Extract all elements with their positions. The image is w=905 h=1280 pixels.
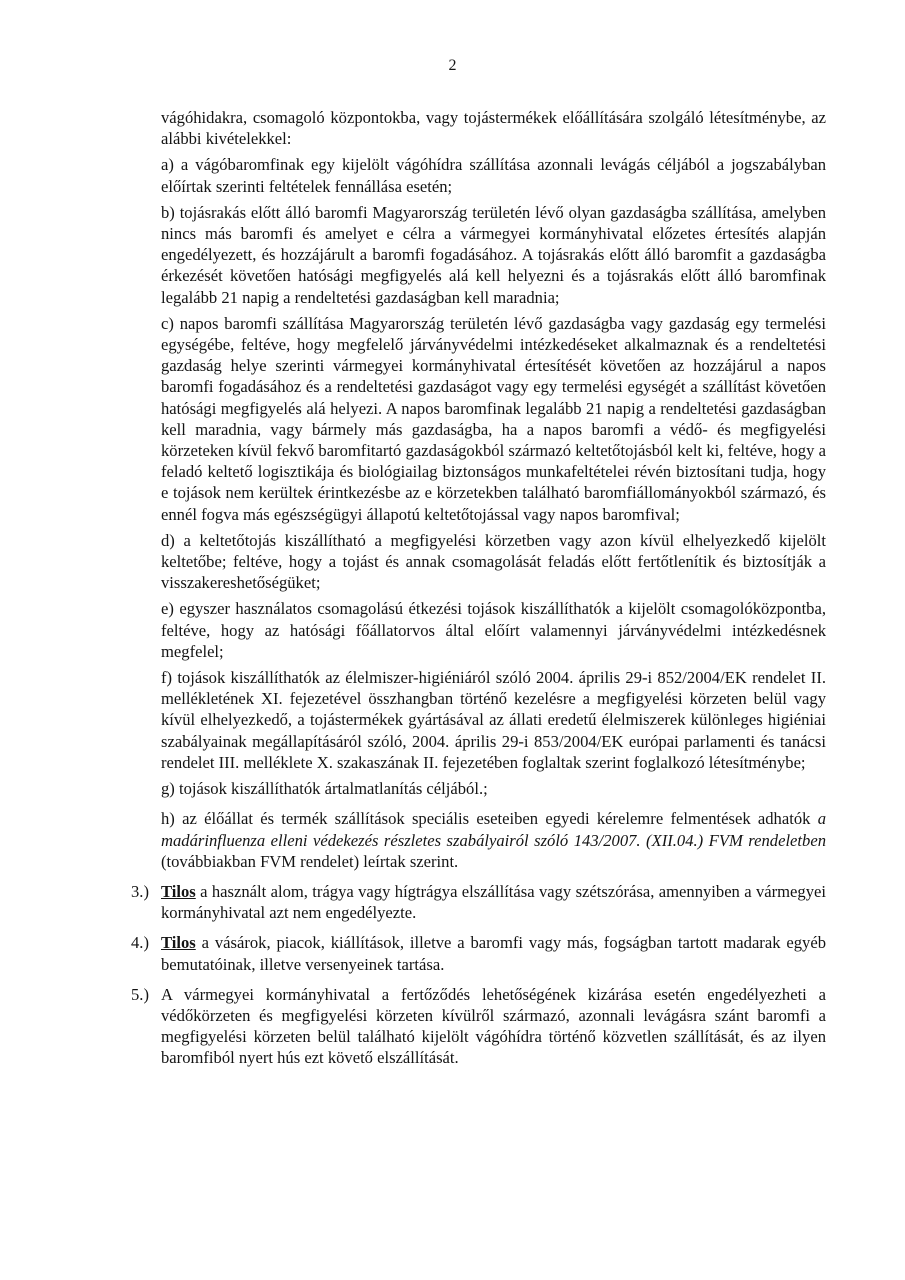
item-text: A vármegyei kormányhivatal a fertőződés lehetőségének kizárása esetén engedélyezheti a védőkörzeten és megfigyelési körzeten kívülről származó, azonnali levágásra szánt baromfi a megfigyelési körzeten belül található kijelölt vágóhídra történő közvetlen szállítását, és az ilyen baromfiból nyert hús ezt követő elszállítását. — [161, 984, 826, 1068]
item-g: g) tojások kiszállíthatók ártalmatlanítás céljából.; — [161, 779, 488, 799]
document-body — [131, 107, 826, 1078]
numbered-item-4 — [131, 932, 826, 974]
item-h-text-end: (továbbiakban FVM rendelet) leírtak szerint. — [161, 851, 459, 871]
intro-paragraph: vágóhidakra, csomagoló központokba, vagy tojástermékek előállítására szolgáló létesítménybe, az alábbi kivételekkel: — [161, 108, 826, 149]
item-h — [161, 808, 826, 872]
prohibition-keyword: Tilos — [161, 933, 196, 953]
numbered-item-3 — [131, 881, 826, 923]
prohibition-keyword: Tilos — [161, 881, 196, 901]
numbered-item-5 — [131, 984, 826, 1069]
item-text: a használt alom, trágya vagy hígtrágya elszállítása vagy szétszórása, amennyiben a vármegyei kormányhivatal azt nem engedélyezte. — [161, 881, 826, 923]
item-number: 3.) — [131, 881, 149, 901]
item-b: b) tojásrakás előtt álló baromfi Magyarország területén lévő olyan gazdaságba szállítása, amelyben nincs más baromfi és amelyet e célra a vármegyei kormányhivatal előzetes értesítés alapján engedélyezett, és hozzájárult a baromfi fogadásához. A tojásrakás előtt álló baromfit a gazdaságba érkezését követően hatósági megfigyelés alá kell helyezni és a tojásrakás előtt álló baromfinak legalább 21 napig a rendeltetési gazdaságban kell maradnia; — [161, 202, 826, 307]
item-h-citation: a madárinfluenza elleni védekezés részletes szabályairól szóló 143/2007. (XII.04.) FVM rendeletben — [161, 809, 826, 850]
item-c: c) napos baromfi szállítása Magyarország területén lévő gazdaságba vagy gazdaság egy termelési egységébe, feltéve, hogy megfelelő járványvédelmi intézkedéseket alkalmaznak és a rendeltetési gazdaság helye szerinti vármegyei kormányhivatal értesítését követően az hozzájárul a napos baromfi fogadásához és a rendeltetési gazdaságot vagy egy termelési egységét a szállítást követően hatósági megfigyelés alá helyezi. A napos baromfinak legalább 21 napig a rendeltetési gazdaságban kell maradnia, vagy bármely más gazdaságba, ha a napos baromfi a védő- és megfigyelési körzeteken kívül fekvő baromfitartó gazdaságokból származó keltetőtojásból kelt ki, feltéve, hogy a feladó keltető logisztikája és biológiailag biztonságos munkafeltételei révén biztosítani tudja, hogy e tojások nem kerültek érintkezésbe az e körzetekben található baromfiállományokból származó, és ennél fogva más egészségügyi állapotú keltetőtojással vagy napos baromfival; — [161, 313, 826, 524]
item-text: a vásárok, piacok, kiállítások, illetve a baromfi vagy más, fogságban tartott madarak egyéb bemutatóinak, illetve versenyeinek tartása. — [161, 933, 826, 974]
item-a: a) a vágóbaromfinak egy kijelölt vágóhídra szállítása azonnali levágás céljából a jogszabályban előírtak szerinti feltételek fennállása esetén; — [161, 155, 826, 196]
item-f: f) tojások kiszállíthatók az élelmiszer-higiéniáról szóló 2004. április 29-i 852/2004/EK rendelet II. mellékletének XI. fejezetével összhangban történő kezelésre a megfigyelési körzeten belül vagy kívül elhelyezkedő, a tojástermékek gyártásával az állati eredetű élelmiszerek különleges higiéniai szabályainak megállapításáról szóló, 2004. április 29-i 853/2004/EK európai parlamenti és tanácsi rendelet III. melléklete X. szakaszának II. fejezetében foglaltak szerint foglalkozó létesítménybe; — [161, 668, 826, 772]
page-number: 2 — [448, 57, 457, 74]
item-h-text: h) az élőállat és termék szállítások speciális eseteiben egyedi kérelemre felmentések adhatók — [161, 809, 818, 829]
numbered-list — [131, 881, 826, 1069]
item-number: 5.) — [131, 984, 149, 1004]
item-number: 4.) — [131, 933, 149, 953]
item-e: e) egyszer használatos csomagolású étkezési tojások kiszállíthatók a kijelölt csomagolóközpontba, feltéve, hogy az hatósági főállatorvos által előírt valamennyi járványvédelmi intézkedésnek megfelel; — [161, 599, 826, 661]
item-d: d) a keltetőtojás kiszállítható a megfigyelési körzetben vagy azon kívül elhelyezkedő kijelölt keltetőbe; feltéve, hogy a tojást és annak csomagolását feladás előtt fertőtlenítik és biztosítják a visszakereshetőségüket; — [161, 530, 826, 593]
